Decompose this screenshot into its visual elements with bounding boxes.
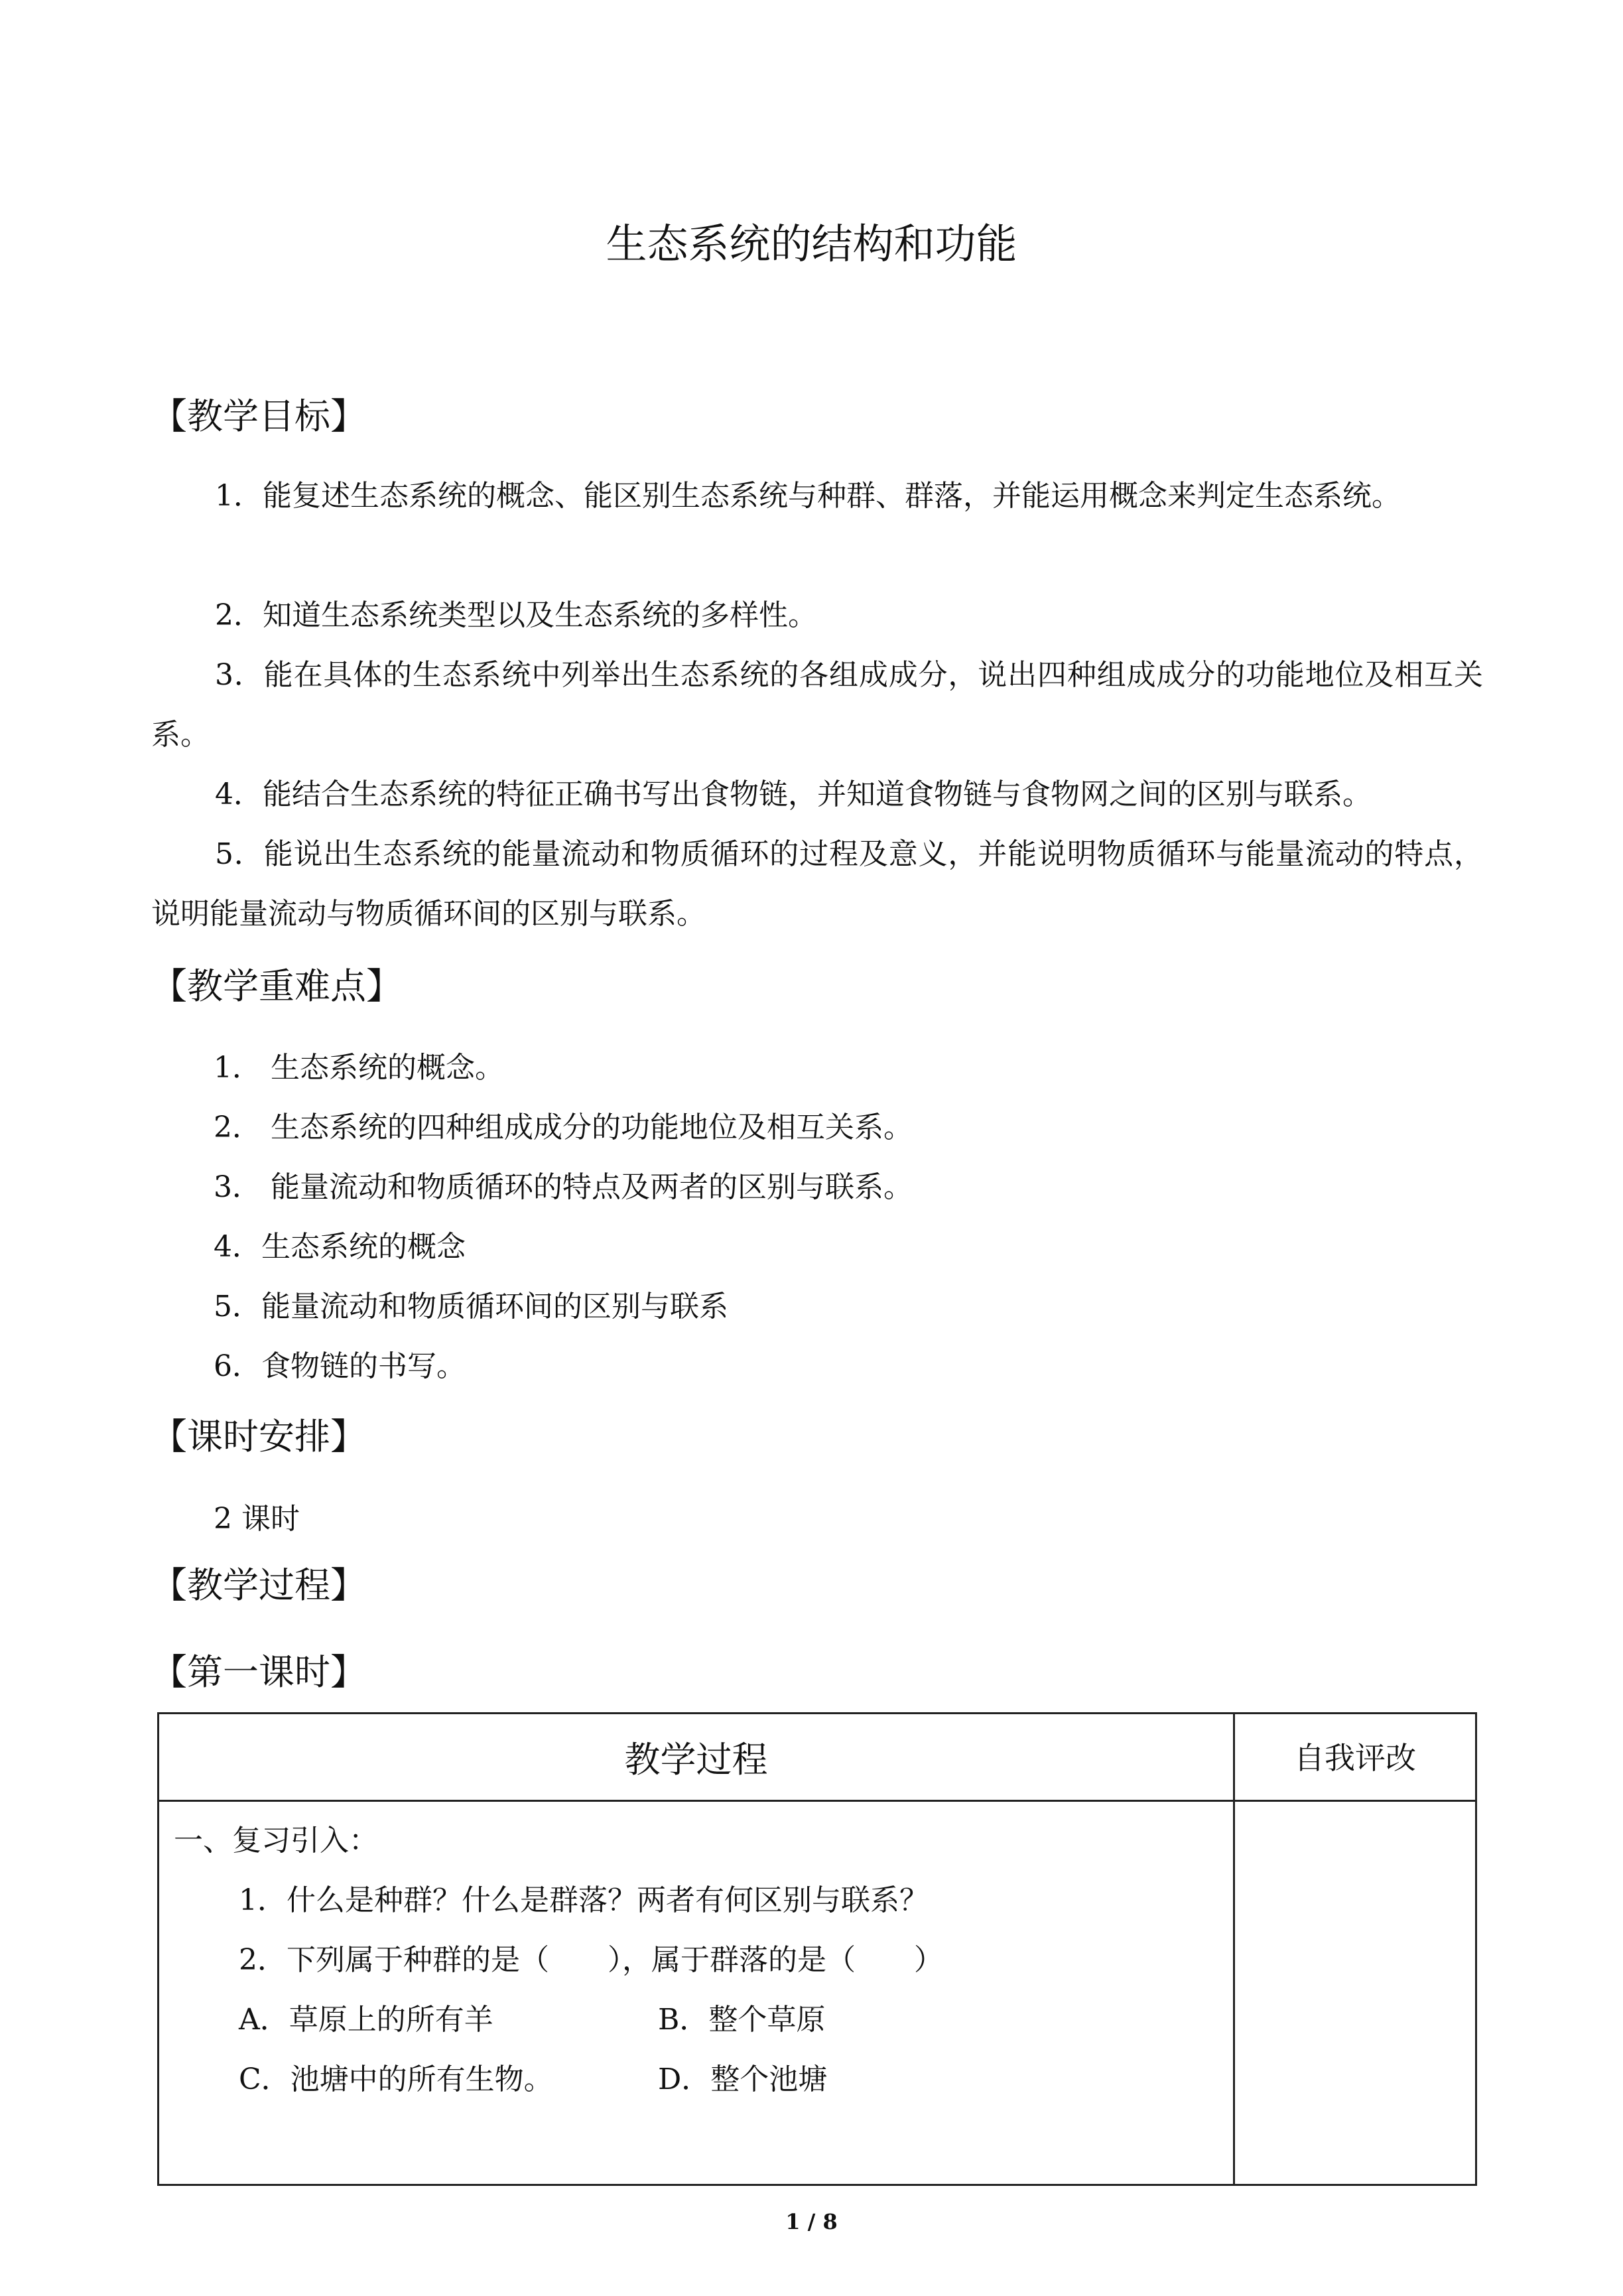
key-point-1: 1． 生态系统的概念。 [214, 1051, 504, 1085]
table-header-main: 教学过程 [159, 1714, 1234, 1801]
goal-item-5: 5．能说出生态系统的能量流动和物质循环的过程及意义，并能说明物质循环与能量流动的特点，说明能量流动与物质循环间的区别与联系。 [151, 837, 1483, 931]
schedule-heading: 【课时安排】 [151, 1416, 366, 1457]
goal-item-2: 2．知道生态系统类型以及生态系统的多样性。 [215, 598, 817, 632]
goal-item-4: 4．能结合生态系统的特征正确书写出食物链，并知道食物链与食物网之间的区别与联系。 [215, 777, 1372, 811]
teaching-process-table [157, 1712, 1477, 2186]
self-review-cell [1234, 1801, 1476, 2185]
table-header-side-label: 自我评改 [1294, 1740, 1416, 1776]
lesson1-heading: 【第一课时】 [151, 1651, 366, 1693]
schedule-value: 2 课时 [214, 1502, 300, 1536]
table-header-side [1234, 1714, 1476, 1801]
table-row-question-1: 1．什么是种群？什么是群落？两者有何区别与联系？ [239, 1883, 929, 1917]
option-b: B．整个草原 [658, 2003, 826, 2037]
table-body-cell [159, 1801, 1234, 2185]
key-point-2: 2． 生态系统的四种组成成分的功能地位及相互关系。 [214, 1111, 913, 1144]
page-number: 1 / 8 [785, 2209, 838, 2234]
table-row-review: 一、复习引入： [174, 1824, 378, 1857]
goals-heading: 【教学目标】 [151, 395, 366, 437]
key-point-6: 6．食物链的书写。 [214, 1349, 466, 1383]
key-point-4: 4．生态系统的概念 [214, 1230, 466, 1264]
document-title: 生态系统的结构和功能 [606, 220, 1017, 268]
option-d: D．整个池塘 [658, 2062, 828, 2096]
table-row-question-2: 2．下列属于种群的是（ ），属于群落的是（ ） [239, 1943, 943, 1977]
key-point-3: 3． 能量流动和物质循环的特点及两者的区别与联系。 [214, 1170, 913, 1204]
option-a: A．草原上的所有羊 [239, 2003, 493, 2037]
goal-item-1: 1．能复述生态系统的概念、能区别生态系统与种群、群落，并能运用概念来判定生态系统。 [215, 479, 1401, 513]
key-points-heading: 【教学重难点】 [151, 965, 402, 1007]
key-point-5: 5．能量流动和物质循环间的区别与联系 [214, 1290, 728, 1323]
option-c: C．池塘中的所有生物。 [239, 2062, 553, 2096]
goal-item-3: 3．能在具体的生态系统中列举出生态系统的各组成成分，说出四种组成成分的功能地位及相互关系。 [151, 658, 1483, 752]
process-heading: 【教学过程】 [151, 1564, 366, 1606]
